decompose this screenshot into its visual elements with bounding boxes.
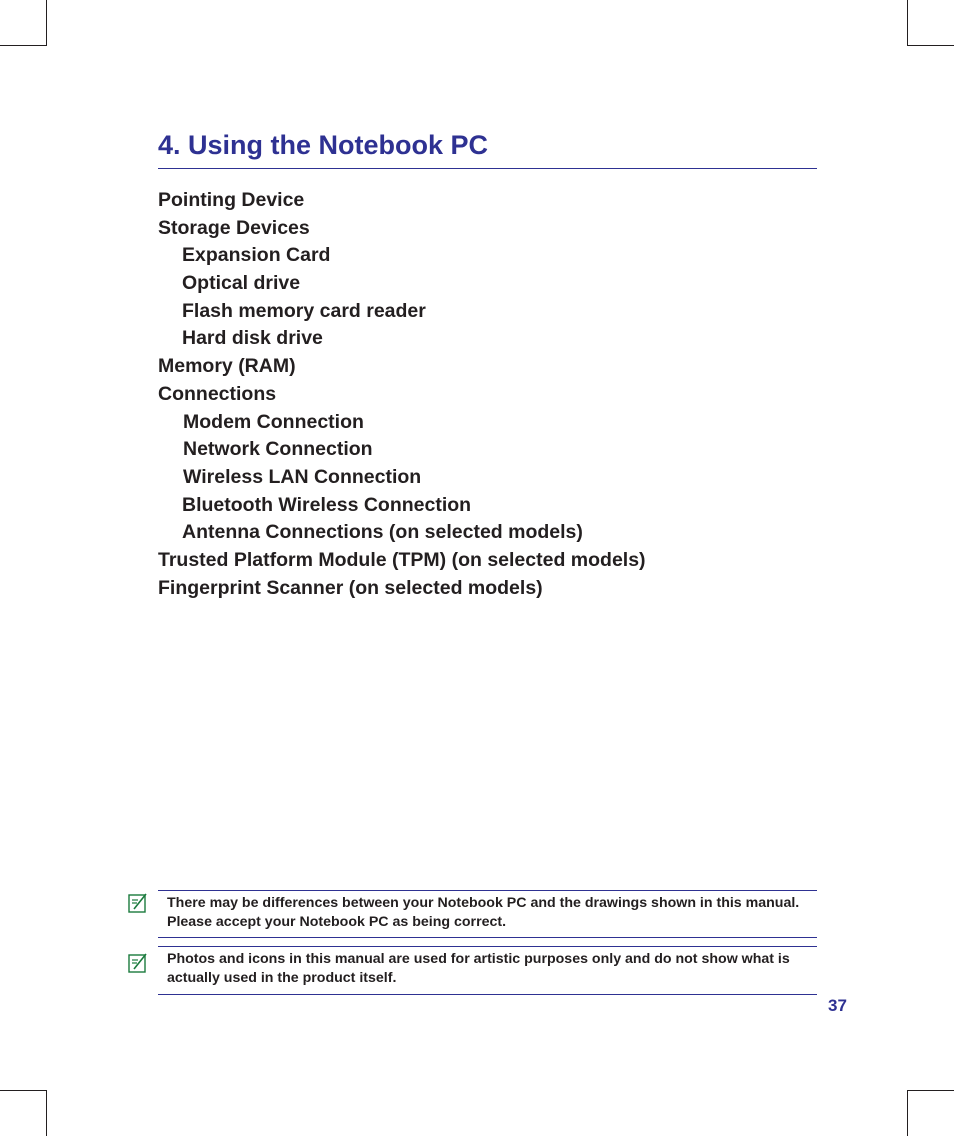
crop-mark-top-left-h — [0, 45, 46, 46]
toc-item-connections[interactable]: Connections — [158, 382, 277, 405]
toc-item-flash-reader[interactable]: Flash memory card reader — [182, 299, 426, 322]
toc-item-fingerprint[interactable]: Fingerprint Scanner (on selected models) — [158, 576, 543, 599]
note-pencil-icon — [128, 893, 148, 913]
crop-mark-bottom-right-h — [908, 1090, 954, 1091]
toc-item-expansion-card[interactable]: Expansion Card — [182, 244, 331, 267]
crop-mark-bottom-right-v — [907, 1090, 908, 1136]
toc-item-storage-devices[interactable]: Storage Devices — [158, 216, 310, 239]
toc-item-tpm[interactable]: Trusted Platform Module (TPM) (on selected models) — [158, 548, 646, 571]
title-divider — [158, 168, 817, 169]
chapter-contents-list — [158, 187, 646, 602]
crop-mark-top-left-v — [46, 0, 47, 46]
note-callout — [158, 946, 817, 995]
crop-mark-bottom-left-v — [46, 1090, 47, 1136]
note-callout — [158, 890, 817, 938]
page-number: 37 — [828, 996, 847, 1015]
toc-item-pointing-device[interactable]: Pointing Device — [158, 189, 305, 211]
note-text: There may be differences between your Notebook PC and the drawings shown in this manual. Please accept your Notebook PC as being correct. — [167, 895, 800, 930]
toc-item-bluetooth[interactable]: Bluetooth Wireless Connection — [182, 493, 472, 516]
note-text: Photos and icons in this manual are used for artistic purposes only and do not show what is actually used in the product itself. — [167, 951, 790, 986]
toc-item-wireless-lan[interactable]: Wireless LAN Connection — [183, 465, 422, 488]
toc-item-modem[interactable]: Modem Connection — [183, 410, 364, 433]
toc-item-network[interactable]: Network Connection — [183, 438, 373, 461]
crop-mark-top-right-v — [907, 0, 908, 46]
toc-item-hard-disk[interactable]: Hard disk drive — [182, 327, 323, 350]
chapter-title: 4. Using the Notebook PC — [158, 130, 489, 160]
toc-item-memory[interactable]: Memory (RAM) — [158, 355, 296, 378]
crop-mark-bottom-left-h — [0, 1090, 46, 1091]
crop-mark-top-right-h — [908, 45, 954, 46]
toc-item-optical-drive[interactable]: Optical drive — [182, 272, 301, 295]
toc-item-antenna[interactable]: Antenna Connections (on selected models) — [182, 521, 583, 544]
note-pencil-icon — [128, 953, 148, 973]
